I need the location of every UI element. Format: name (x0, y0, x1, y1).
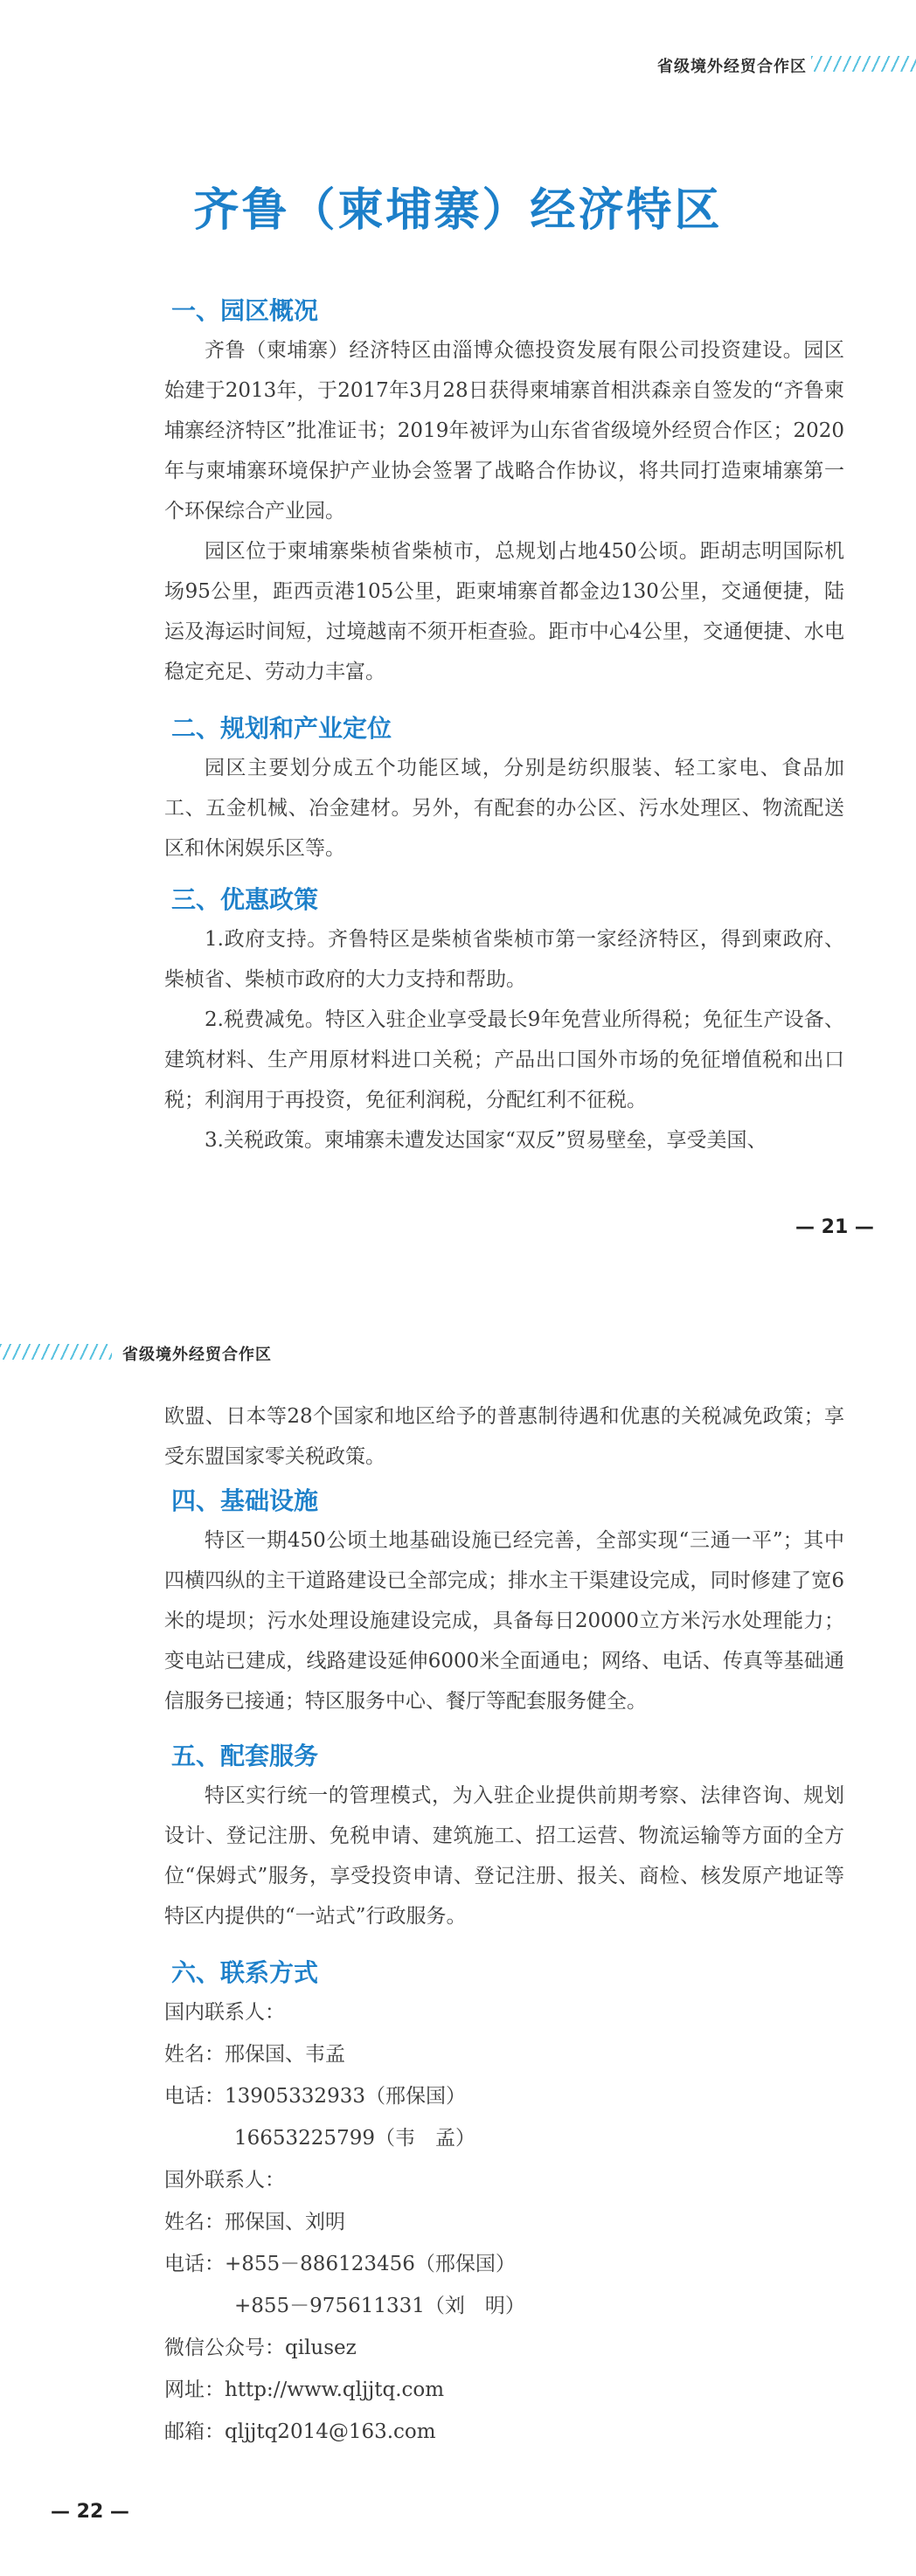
contact-phone-overseas: 电话：+855－886123456（邢保国） (164, 2253, 516, 2275)
body-paragraph: 3.关税政策。柬埔寨未遭发达国家“双反”贸易壁垒，享受美国、 (205, 1129, 767, 1152)
contact-name-domestic: 姓名：邢保国、韦孟 (164, 2043, 345, 2066)
contact-name-overseas: 姓名：邢保国、刘明 (164, 2211, 345, 2233)
body-paragraph: 园区位于柬埔寨柴桢省柴桢市，总规划占地450公顷。距胡志明国际机场95公里，距西贡港105公里，距柬埔寨首都金边130公里，交通便捷，陆运及海运时间短，过境越南不须开柜查验。距市中心4公里，交通便捷、水电稳定充足、劳动力丰富。 (164, 540, 844, 683)
section-heading: 五、配套服务 (171, 1742, 319, 1770)
contact-email[interactable]: 邮箱：qljjtq2014@163.com (164, 2420, 436, 2443)
page-number: — 21 — (795, 1216, 874, 1238)
section-heading: 六、联系方式 (171, 1958, 319, 1987)
contact-phone-domestic: 电话：13905332933（邢保国） (164, 2085, 466, 2108)
body-paragraph: 特区一期450公顷土地基础设施已经完善，全部实现“三通一平”；其中四横四纵的主干道路建设已全部完成；排水主干渠建设完成，同时修建了宽6米的堤坝；污水处理设施建设完成，具备每日20000立方米污水处理能力；变电站已建成，线路建设延伸6000米全面通电；网络、电话、传真等基础通信服务已接通；特区服务中心、餐厅等配套服务健全。 (164, 1529, 844, 1713)
page-title: 齐鲁（柬埔寨）经济特区 (193, 184, 723, 237)
body-paragraph: 特区实行统一的管理模式，为入驻企业提供前期考察、法律咨询、规划设计、登记注册、免税申请、建筑施工、招工运营、物流运输等方面的全方位“保姆式”服务，享受投资申请、登记注册、报关、商检、核发原产地证等特区内提供的“一站式”行政服务。 (164, 1784, 844, 1928)
header-hatch-decoration (0, 1344, 112, 1360)
section-heading: 二、规划和产业定位 (171, 714, 392, 743)
contact-phone-overseas-2: +855－975611331（刘 明） (234, 2295, 525, 2317)
body-paragraph: 2.税费减免。特区入驻企业享受最长9年免营业所得税；免征生产设备、建筑材料、生产用原材料进口关税；产品出口国外市场的免征增值税和出口税；利润用于再投资，免征利润税，分配红利不征税。 (164, 1008, 844, 1111)
contact-label-domestic: 国内联系人： (164, 2001, 285, 2024)
body-paragraph: 1.政府支持。齐鲁特区是柴桢省柴桢市第一家经济特区，得到柬政府、柴桢省、柴桢市政府的大力支持和帮助。 (164, 928, 844, 991)
contact-website[interactable]: 网址：http://www.qljjtq.com (164, 2379, 445, 2401)
running-head: 省级境外经贸合作区 (657, 58, 807, 76)
body-paragraph-continued: 欧盟、日本等28个国家和地区给予的普惠制待遇和优惠的关税减免政策；享受东盟国家零关税政策。 (164, 1405, 844, 1468)
contact-wechat: 微信公众号：qilusez (164, 2337, 357, 2359)
body-paragraph: 齐鲁（柬埔寨）经济特区由淄博众德投资发展有限公司投资建设。园区始建于2013年，于2017年3月28日获得柬埔寨首相洪森亲自签发的“齐鲁柬埔寨经济特区”批准证书；2019年被评为山东省省级境外经贸合作区；2020年与柬埔寨环境保护产业协会签署了战略合作协议，将共同打造柬埔寨第一个环保综合产业园。 (164, 339, 844, 523)
header-hatch-decoration (811, 56, 916, 72)
running-head: 省级境外经贸合作区 (122, 1346, 272, 1364)
contact-phone-domestic-2: 16653225799（韦 孟） (234, 2127, 475, 2150)
body-paragraph: 园区主要划分成五个功能区域，分别是纺织服装、轻工家电、食品加工、五金机械、冶金建材。另外，有配套的办公区、污水处理区、物流配送区和休闲娱乐区等。 (164, 757, 844, 860)
section-heading: 四、基础设施 (171, 1486, 319, 1515)
page-22 (0, 1288, 916, 2576)
page-number: — 22 — (51, 2501, 129, 2523)
section-heading: 三、优惠政策 (171, 885, 319, 914)
contact-label-overseas: 国外联系人： (164, 2169, 285, 2192)
section-heading: 一、园区概况 (171, 296, 319, 325)
